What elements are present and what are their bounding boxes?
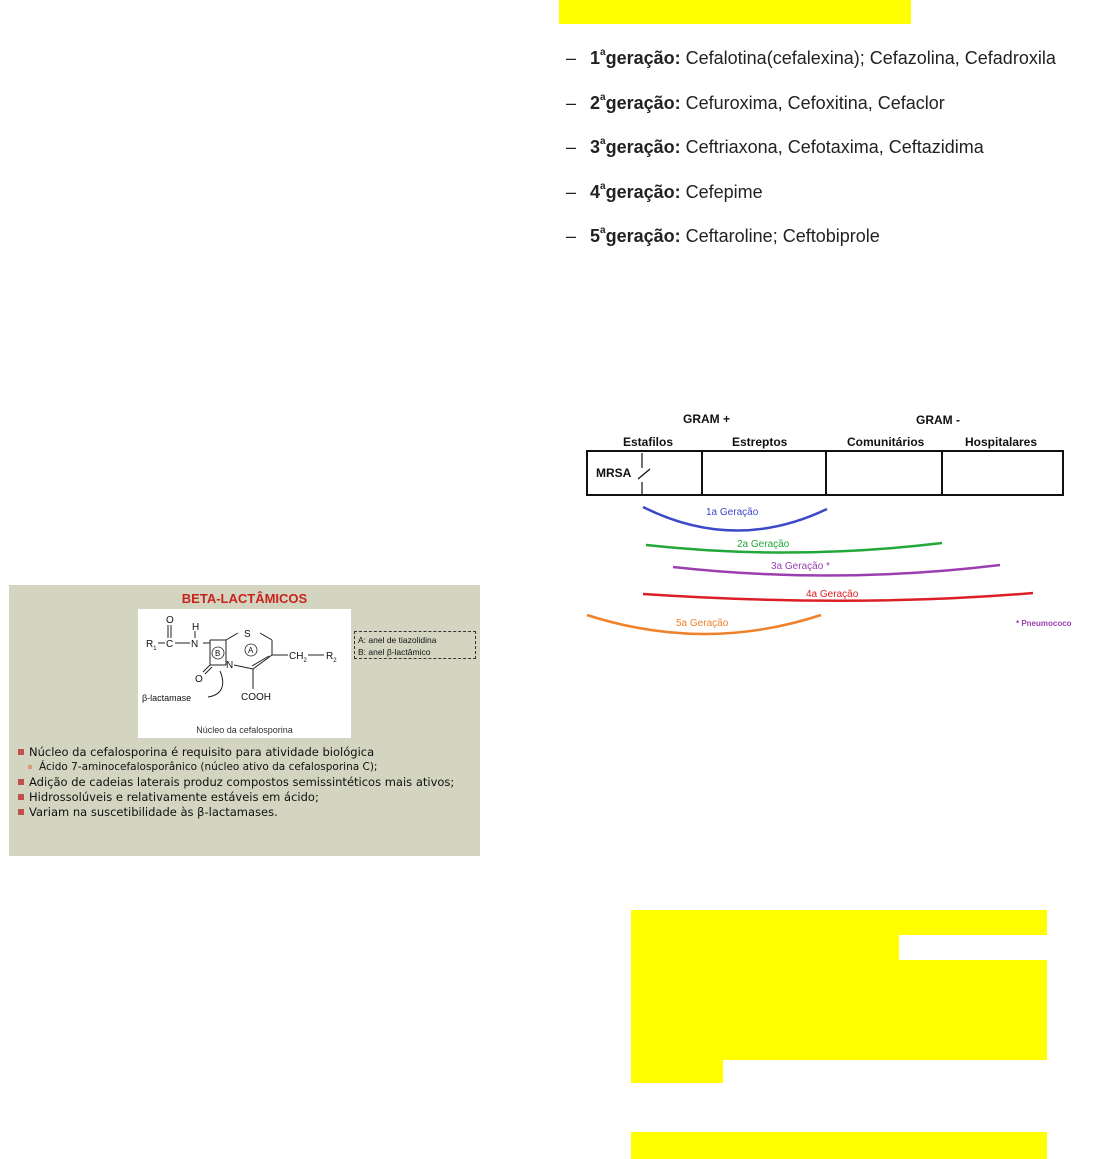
bullet-item: Adição de cadeias laterais produz compostos semissintéticos mais ativos;	[17, 775, 477, 790]
struct-nitrogen-amide: N	[191, 639, 199, 650]
mrsa-label: MRSA	[596, 466, 632, 480]
struct-r2: $R_2$	[326, 651, 337, 664]
legend-ring-b: B: anel β-lactâmico	[358, 647, 431, 657]
highlight-block-1	[631, 910, 1047, 935]
generations-list	[566, 40, 1056, 263]
cephalosporin-structure-panel	[138, 609, 351, 738]
struct-betalactamase: β-lactamase	[142, 693, 192, 703]
generation-drugs: Cefepime	[685, 181, 763, 202]
spectrum-table	[587, 451, 1063, 495]
highlight-block-4	[631, 1060, 723, 1083]
highlight-block-2	[631, 935, 899, 960]
arc-3a-geracao	[673, 565, 1000, 576]
bullet-item: Hidrossolúveis e relativamente estáveis em ácido;	[17, 790, 477, 805]
bullet-item: Variam na suscetibilidade às β-lactamases.	[17, 805, 477, 820]
column-header-estafilos: Estafilos	[623, 435, 674, 449]
bullet-subitem: Ácido 7-aminocefalosporânico (núcleo ativo da cefalosporina C);	[17, 760, 477, 775]
legend-ring-a: A: anel de tiazolidina	[358, 635, 437, 645]
highlight-block-5	[631, 1132, 1047, 1159]
ring-b-label: B	[215, 649, 221, 658]
struct-oxygen-top: O	[166, 615, 174, 626]
struct-ch2: $CH_2$	[289, 651, 307, 664]
spectrum-diagram	[585, 405, 1090, 640]
generation-item: – 3$^a$geração: Ceftriaxona, Cefotaxima, Ceftazidima	[566, 136, 984, 157]
generation-item: – 1$^a$geração: Cefalotina(cefalexina); Cefazolina, Cefadroxila	[566, 47, 1056, 68]
beta-lactam-slide	[9, 585, 480, 856]
slide-title: BETA-LACTÂMICOS	[181, 591, 308, 606]
struct-r1: $R_1$	[146, 639, 157, 652]
highlight-block-3	[631, 960, 1047, 1060]
footnote-pneumococo: * Pneumococo	[1016, 619, 1072, 628]
struct-oxygen-lactam: O	[195, 674, 203, 685]
struct-hydrogen: H	[192, 622, 200, 633]
structure-caption: Núcleo da cefalosporina	[196, 725, 293, 735]
struct-sulfur: S	[244, 629, 251, 640]
arc-label-2a: 2a Geração	[737, 539, 790, 550]
bullet-item: Núcleo da cefalosporina é requisito para atividade biológica	[17, 745, 477, 760]
arc-label-3a: 3a Geração *	[771, 561, 830, 572]
struct-nitrogen-ring: N	[226, 660, 234, 671]
arc-label-4a: 4a Geração	[806, 589, 859, 600]
gram-negative-label: GRAM -	[916, 413, 960, 427]
highlight-top	[559, 0, 911, 24]
gram-positive-label: GRAM +	[683, 412, 731, 426]
generation-drugs: Ceftaroline; Ceftobiprole	[685, 226, 880, 246]
generation-item: – 2$^a$geração: Cefuroxima, Cefoxitina, Cefaclor	[566, 91, 945, 113]
generation-drugs: Ceftriaxona, Cefotaxima, Ceftazidima	[685, 137, 984, 157]
cephalosporin-structure	[138, 609, 351, 738]
ring-a-label: A	[248, 646, 254, 655]
generation-drugs: Cefalotina(cefalexina); Cefazolina, Cefadroxila	[685, 48, 1056, 68]
arc-label-5a: 5a Geração	[676, 618, 729, 629]
ring-legend	[354, 631, 476, 659]
generation-item: – 5$^a$geração: Ceftaroline; Ceftobiprole	[566, 225, 880, 246]
arc-label-1a: 1a Geração	[706, 507, 759, 518]
generation-drugs: Cefuroxima, Cefoxitina, Cefaclor	[685, 92, 945, 113]
slide-bullets	[17, 745, 477, 820]
struct-carbon: C	[166, 639, 174, 650]
column-header-hospitalares: Hospitalares	[965, 435, 1038, 449]
struct-cooh: COOH	[241, 692, 271, 703]
arc-2a-geracao	[646, 543, 942, 553]
column-header-comunitarios: Comunitários	[847, 435, 925, 449]
column-header-estreptos: Estreptos	[732, 435, 788, 449]
generation-item: – 4$^a$geração: Cefepime	[566, 180, 763, 202]
